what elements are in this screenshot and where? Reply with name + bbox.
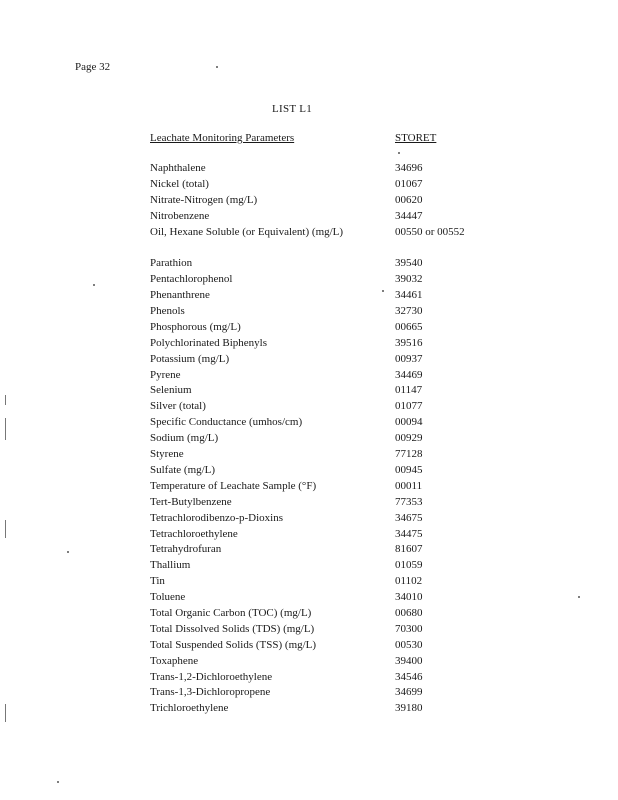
storet-code: 01147 <box>395 384 423 397</box>
scan-speck <box>578 596 580 598</box>
table-row <box>150 368 470 384</box>
storet-code: 00945 <box>395 463 423 476</box>
parameter-name: Specific Conductance (umhos/cm) <box>150 416 303 429</box>
storet-code: 34447 <box>395 209 423 222</box>
storet-code: 39400 <box>395 654 423 667</box>
parameter-name: Total Dissolved Solids (TDS) (mg/L) <box>150 622 315 635</box>
parameter-name: Temperature of Leachate Sample (°F) <box>150 479 317 492</box>
table-row <box>150 574 470 590</box>
parameter-name: Pentachlorophenol <box>150 273 233 286</box>
scan-speck <box>57 781 59 783</box>
parameter-name: Polychlorinated Biphenyls <box>150 336 268 349</box>
table-row <box>150 320 470 336</box>
storet-code: 34675 <box>395 511 423 524</box>
storet-code: 34461 <box>395 289 423 302</box>
storet-code: 00530 <box>395 638 423 651</box>
table-row <box>150 177 470 193</box>
parameter-name: Tetrachlorodibenzo-p-Dioxins <box>150 511 284 524</box>
parameter-name: Tetrachloroethylene <box>150 527 238 540</box>
table-row <box>150 288 470 304</box>
storet-code: 00680 <box>395 606 423 619</box>
storet-code: 39516 <box>395 336 423 349</box>
parameter-name: Total Suspended Solids (TSS) (mg/L) <box>150 638 317 651</box>
parameter-name: Trans-1,3-Dichloropropene <box>150 686 271 699</box>
storet-code: 34010 <box>395 591 423 604</box>
parameter-name: Nitrobenzene <box>150 209 210 222</box>
storet-code: 81607 <box>395 543 423 556</box>
table-row <box>150 272 470 288</box>
table-row <box>150 256 470 272</box>
parameter-name: Naphthalene <box>150 162 206 174</box>
parameter-name: Styrene <box>150 448 184 461</box>
parameter-name: Sulfate (mg/L) <box>150 463 216 476</box>
storet-code: 00937 <box>395 352 423 365</box>
storet-code: 39180 <box>395 702 423 715</box>
parameter-name: Sodium (mg/L) <box>150 432 219 445</box>
column-header-storet: STORET <box>395 132 437 144</box>
table-row <box>150 463 470 479</box>
table-row <box>150 336 470 352</box>
storet-code: 01067 <box>395 177 423 190</box>
table-row <box>150 558 470 574</box>
table-row <box>150 352 470 368</box>
storet-code: 01102 <box>395 575 423 588</box>
parameter-name: Toxaphene <box>150 654 199 667</box>
parameter-name: Phosphorous (mg/L) <box>150 320 241 333</box>
column-header-parameter: Leachate Monitoring Parameters <box>150 132 295 144</box>
storet-code: 77353 <box>395 495 423 508</box>
table-row <box>150 383 470 399</box>
scan-edge-mark <box>5 395 6 405</box>
storet-code: 34475 <box>395 527 423 540</box>
parameter-name: Selenium <box>150 384 192 397</box>
parameter-name: Silver (total) <box>150 400 206 413</box>
table-row <box>150 654 470 670</box>
parameter-name: Oil, Hexane Soluble (or Equivalent) (mg/L) <box>150 225 344 238</box>
parameter-name: Phenols <box>150 305 185 318</box>
table-row <box>150 527 470 543</box>
parameter-name: Phenanthrene <box>150 289 210 302</box>
table-row <box>150 415 470 431</box>
storet-code: 00620 <box>395 193 423 206</box>
table-row <box>150 225 470 257</box>
scan-speck <box>398 152 400 154</box>
table-row <box>150 193 470 209</box>
parameter-name: Tert-Butylbenzene <box>150 495 232 508</box>
storet-code: 34546 <box>395 670 423 683</box>
table-row <box>150 701 470 717</box>
parameter-name: Potassium (mg/L) <box>150 352 230 365</box>
parameter-name: Tin <box>150 575 165 588</box>
scan-edge-mark <box>5 704 6 722</box>
scan-speck <box>93 284 95 286</box>
scan-speck <box>382 290 384 292</box>
storet-code: 34469 <box>395 368 423 381</box>
storet-code: 77128 <box>395 448 423 461</box>
table-row <box>150 304 470 320</box>
storet-code: 01059 <box>395 559 423 572</box>
table-row <box>150 479 470 495</box>
storet-code: 01077 <box>395 400 423 413</box>
storet-code: 34699 <box>395 686 423 699</box>
list-title: LIST L1 <box>272 103 313 115</box>
table-row <box>150 399 470 415</box>
parameter-name: Trichloroethylene <box>150 702 229 715</box>
table-row <box>150 622 470 638</box>
table-row <box>150 542 470 558</box>
scan-edge-mark <box>5 418 6 440</box>
parameter-name: Parathion <box>150 257 193 270</box>
storet-code: 32730 <box>395 305 423 318</box>
parameter-name: Nitrate-Nitrogen (mg/L) <box>150 193 258 206</box>
scan-speck <box>216 66 218 68</box>
table-row <box>150 606 470 622</box>
parameter-table <box>150 161 470 717</box>
parameter-name: Toluene <box>150 591 186 604</box>
scan-speck <box>67 551 69 553</box>
parameter-name: Thallium <box>150 559 191 572</box>
storet-code: 00011 <box>395 479 423 492</box>
storet-code: 39540 <box>395 257 423 270</box>
table-row <box>150 638 470 654</box>
table-row <box>150 447 470 463</box>
table-row <box>150 209 470 225</box>
scan-edge-mark <box>5 520 6 538</box>
table-row <box>150 511 470 527</box>
page-number: Page 32 <box>75 61 111 73</box>
storet-code: 00094 <box>395 416 423 429</box>
parameter-name: Trans-1,2-Dichloroethylene <box>150 670 273 683</box>
storet-code: 00550 or 00552 <box>395 225 465 238</box>
table-row <box>150 685 470 701</box>
table-row <box>150 495 470 511</box>
storet-code: 34696 <box>395 162 423 174</box>
parameter-name: Nickel (total) <box>150 177 209 190</box>
table-row <box>150 161 470 177</box>
parameter-name: Total Organic Carbon (TOC) (mg/L) <box>150 606 312 619</box>
storet-code: 00665 <box>395 320 423 333</box>
storet-code: 70300 <box>395 622 423 635</box>
parameter-name: Pyrene <box>150 368 181 381</box>
table-row <box>150 590 470 606</box>
table-row <box>150 431 470 447</box>
table-row <box>150 670 470 686</box>
parameter-name: Tetrahydrofuran <box>150 543 222 556</box>
storet-code: 00929 <box>395 432 423 445</box>
storet-code: 39032 <box>395 273 423 286</box>
